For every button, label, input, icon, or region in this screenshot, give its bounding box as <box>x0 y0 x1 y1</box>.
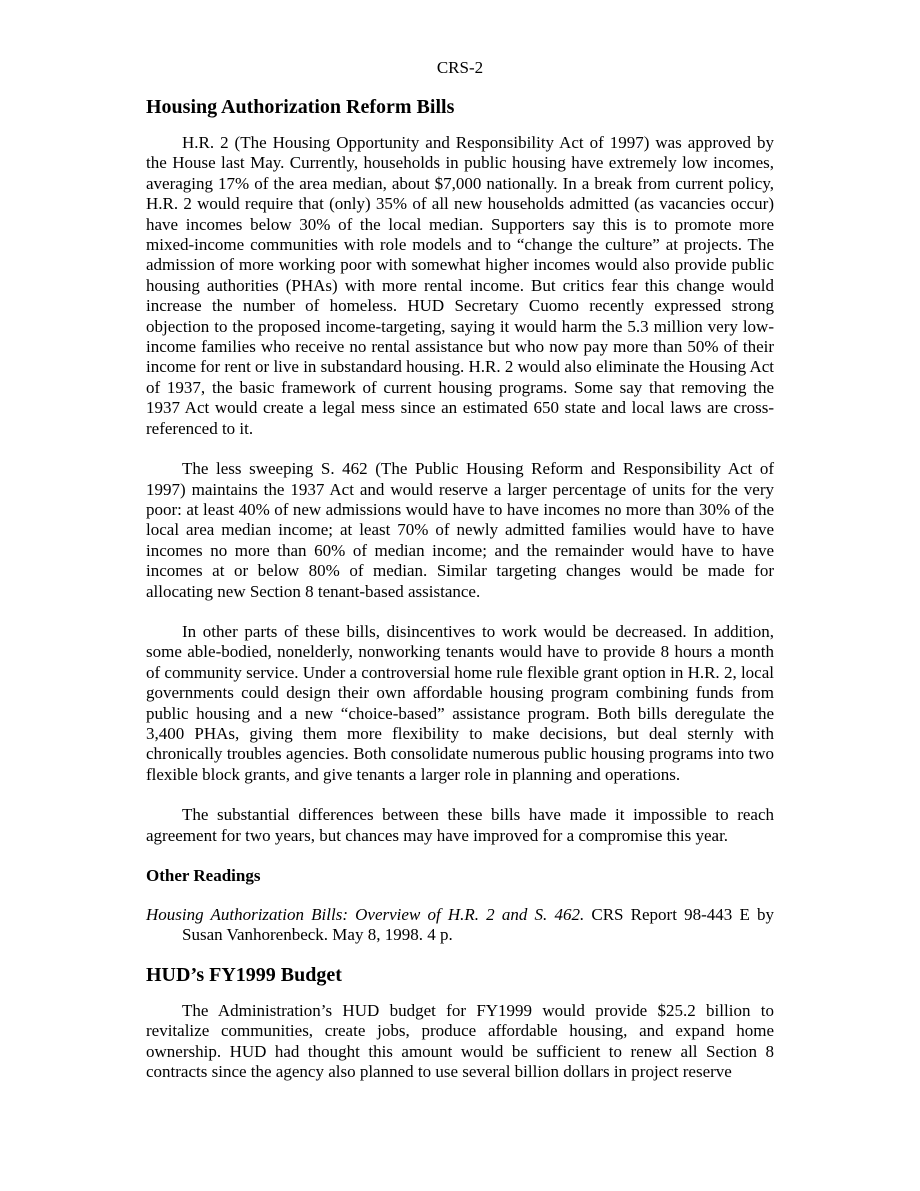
section-heading-hud-budget: HUD’s FY1999 Budget <box>146 963 342 986</box>
page-content <box>146 95 774 1102</box>
reference-entry <box>146 905 774 946</box>
section-heading-housing-authorization: Housing Authorization Reform Bills <box>146 96 455 118</box>
paragraph-hud-budget: The Administration’s HUD budget for FY1999 would provide $25.2 billion to revitalize communities, create jobs, produce affordable housing, and expand home ownership. HUD had thought this amount would be sufficient to renew all Section 8 contracts since the agency also planned to use several billion dollars in project reserve <box>146 1000 774 1082</box>
paragraph-hr2: H.R. 2 (The Housing Opportunity and Responsibility Act of 1997) was approved by the House last May. Currently, households in public housing have extremely low incomes, averaging 17% of the area median, about $7,000 nationally. In a break from current policy, H.R. 2 would require that (only) 35% of all new households admitted (as vacancies occur) have incomes below 30% of the local median. Supporters say this is to promote more mixed-income communities with role models and to “change the culture” at projects. The admission of more working poor with somewhat higher incomes would also provide public housing authorities (PHAs) with more rental income. But critics fear this change would increase the number of homeless. HUD Secretary Cuomo recently expressed strong objection to the proposed income-targeting, saying it would harm the 5.3 million very low-income families who receive no rental assistance but who now pay more than 50% of their income for rent or live in substandard housing. H.R. 2 would also eliminate the Housing Act of 1937, the basic framework of current housing programs. Some say that removing the 1937 Act would create a legal mess since an estimated 650 state and local laws are cross-referenced to it. <box>146 133 774 438</box>
other-readings-heading: Other Readings <box>146 866 261 885</box>
reference-title: Housing Authorization Bills: Overview of H.R. 2 and S. 462. <box>146 905 585 924</box>
paragraph-other-parts: In other parts of these bills, disincentives to work would be decreased. In addition, some able-bodied, nonelderly, nonworking tenants would have to provide 8 hours a month of community service. Under a controversial home rule flexible grant option in H.R. 2, local governments could design their own affordable housing program combining funds from public housing and a new “choice-based” assistance program. Both bills deregulate the 3,400 PHAs, giving them more flexibility to make decisions, but deal sternly with chronically troubles agencies. Both consolidate numerous public housing programs into two flexible block grants, and give tenants a larger role in planning and operations. <box>146 621 774 784</box>
reference-details: CRS Report 98-443 E by Susan Vanhorenbeck. May 8, 1998. 4 p. <box>182 905 774 945</box>
paragraph-s462: The less sweeping S. 462 (The Public Housing Reform and Responsibility Act of 1997) maintains the 1937 Act and would reserve a larger percentage of units for the very poor: at least 40% of new admissions would have to have incomes no more than 30% of the local area median income; at least 70% of newly admitted families would have to have incomes no more than 60% of median income; and the remainder would have to have incomes at or below 80% of median. Similar targeting changes would be made for allocating new Section 8 tenant-based assistance. <box>146 459 774 601</box>
page-header: CRS-2 <box>436 58 484 77</box>
paragraph-differences: The substantial differences between these bills have made it impossible to reach agreement for two years, but chances may have improved for a compromise this year. <box>146 805 774 845</box>
